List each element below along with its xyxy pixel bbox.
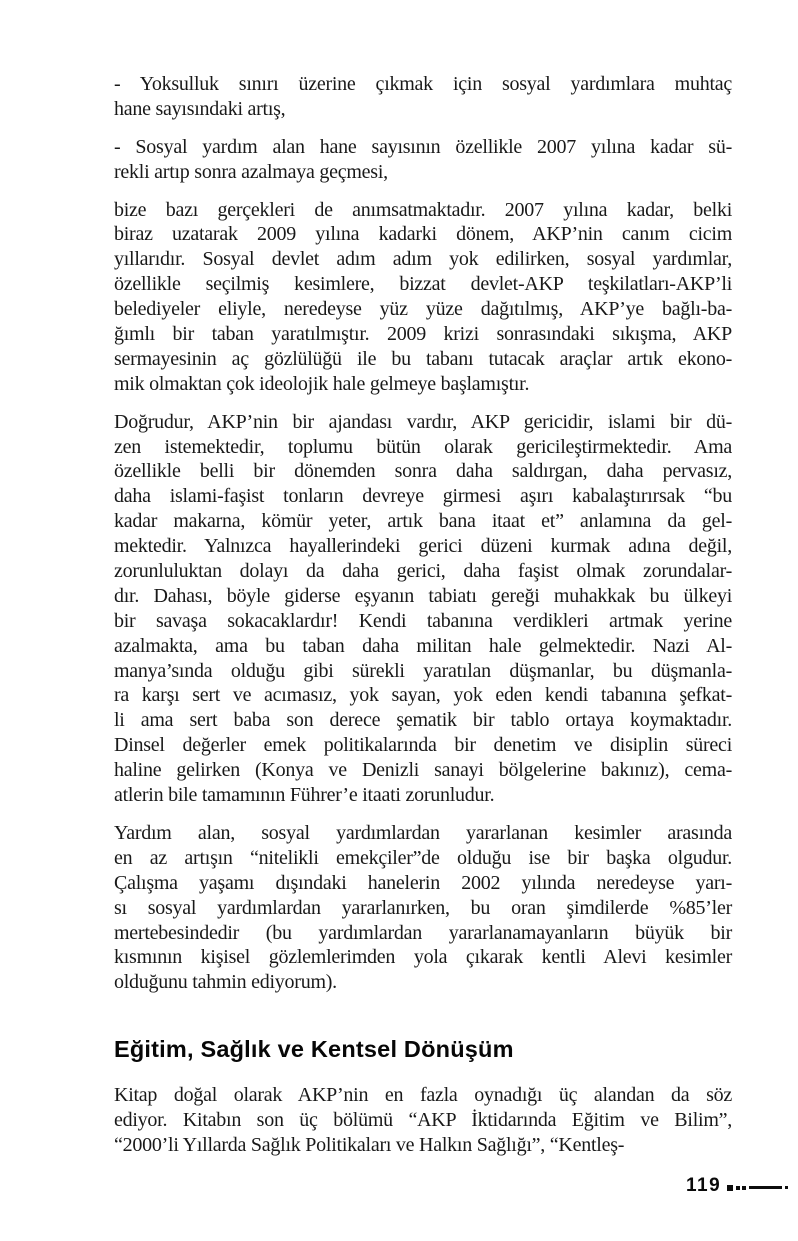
text-line: mertebesindedir (bu yardımlardan yararlanamayanların büyük bir — [114, 921, 732, 944]
text-line: zorunluluktan dolayı da daha gerici, daha faşist olmak zorundalar- — [114, 560, 732, 583]
text-line: atlerin bile tamamının Führer’e itaati zorunludur. — [114, 784, 495, 807]
text-line: haline gelirken (Konya ve Denizli sanayi bölgelerine bakınız), cema- — [114, 759, 732, 782]
text-line: kısmının kişisel gözlemlerimden yola çıkarak kentli Alevi kesimler — [114, 946, 732, 969]
text-line: li ama sert baba son derece şematik bir tablo ortaya koymaktadır. — [114, 709, 732, 732]
page-number: 119 — [686, 1175, 722, 1196]
text-line: hane sayısındaki artış, — [114, 97, 286, 120]
text-line: Yardım alan, sosyal yardımlardan yararlanan kesimler arasında — [114, 821, 732, 844]
text-line: azalmakta, ama bu taban daha militan hale gelmektedir. Nazi Al- — [114, 634, 732, 657]
body-paragraph — [114, 410, 732, 808]
end-dot — [785, 1186, 788, 1189]
list-item-paragraph — [114, 72, 732, 122]
rule-line — [749, 1186, 782, 1189]
text-line: bir savaşa sokacaklardır! Kendi tabanına verdikleri artmak yerine — [114, 609, 732, 632]
text-line: manya’sında olduğu gibi sürekli yaratılan düşmanlar, bu düşmanla- — [114, 659, 732, 682]
text-line: rekli artıp sonra azalmaya geçmesi, — [114, 160, 388, 183]
square-glyph — [736, 1186, 740, 1190]
text-line: Çalışma yaşamı dışındaki hanelerin 2002 yılında neredeyse yarı- — [114, 871, 732, 894]
body-paragraph — [114, 198, 732, 397]
text-line: yıllarıdır. Sosyal devlet adım adım yok edilirken, sosyal yardımlar, — [114, 248, 732, 271]
footer-decoration-icon — [721, 1185, 788, 1191]
page-footer — [686, 1176, 788, 1196]
text-line: özellikle seçilmiş kesimlere, bizzat devlet-AKP teşkilatları-AKP’li — [114, 273, 732, 296]
text-line: Doğrudur, AKP’nin bir ajandası vardır, AKP gericidir, islami bir dü- — [114, 410, 732, 433]
text-line: ğımlı bir taban yaratılmıştır. 2009 krizi sonrasındaki sıkışma, AKP — [114, 323, 732, 346]
text-line: sermayesinin aç gözlülüğü ile bu tabanı tutacak araçlar artık ekono- — [114, 347, 732, 370]
text-line: özellikle belli bir dönemden sonra daha saldırgan, daha pervasız, — [114, 460, 732, 483]
text-line: ediyor. Kitabın son üç bölümü “AKP İktidarında Eğitim ve Bilim”, — [114, 1109, 732, 1132]
text-line: daha islami-faşist tonların devreye girmesi aşırı kabalaştırırsak “bu — [114, 485, 732, 508]
list-item-paragraph — [114, 135, 732, 185]
text-line: olduğunu tahmin ediyorum). — [114, 971, 337, 994]
body-paragraph — [114, 1083, 732, 1158]
square-glyph — [742, 1186, 746, 1190]
text-line: biraz uzatarak 2009 yılına kadarki dönem, AKP’nin canım cicim — [114, 223, 732, 246]
section-heading: Eğitim, Sağlık ve Kentsel Dönüşüm — [114, 1036, 514, 1063]
text-line: dır. Dahası, böyle giderse eşyanın tabiatı gereği muhakkak bu ülkeyi — [114, 584, 732, 607]
text-line: en az artışın “nitelikli emekçiler”de olduğu ise bir başka olgudur. — [114, 846, 732, 869]
text-line: belediyeler eliyle, neredeyse yüz yüze dağıtılmış, AKP’ye bağlı-ba- — [114, 298, 732, 321]
text-line: Kitap doğal olarak AKP’nin en fazla oynadığı üç alandan da söz — [114, 1084, 732, 1107]
text-line: mik olmaktan çok ideolojik hale gelmeye başlamıştır. — [114, 372, 530, 395]
text-line: “2000’li Yıllarda Sağlık Politikaları ve Halkın Sağlığı”, “Kentleş- — [114, 1133, 625, 1156]
text-line: - Yoksulluk sınırı üzerine çıkmak için sosyal yardımlara muhtaç — [114, 73, 732, 95]
body-paragraph — [114, 821, 732, 995]
text-line: sı sosyal yardımlardan yararlanırken, bu oran şimdilerde %85’ler — [114, 896, 732, 919]
page-content — [114, 72, 732, 1171]
text-line: ra karşı sert ve acımasız, yok sayan, yok eden kendi tabanına şefkat- — [114, 684, 732, 707]
text-line: bize bazı gerçekleri de anımsatmaktadır. 2007 yılına kadar, belki — [114, 198, 732, 221]
text-line: Dinsel değerler emek politikalarında bir denetim ve disiplin süreci — [114, 734, 732, 757]
square-glyph — [727, 1185, 733, 1191]
text-line: - Sosyal yardım alan hane sayısının özellikle 2007 yılına kadar sü- — [114, 135, 732, 158]
text-line: zen istemektedir, toplumu bütün olarak gericileştirmektedir. Ama — [114, 435, 732, 458]
text-line: mektedir. Yalnızca hayallerindeki gerici düzeni kurmak adına değil, — [114, 535, 732, 558]
text-line: kadar makarna, kömür yeter, artık bana itaat et” anlamına da gel- — [114, 510, 732, 533]
